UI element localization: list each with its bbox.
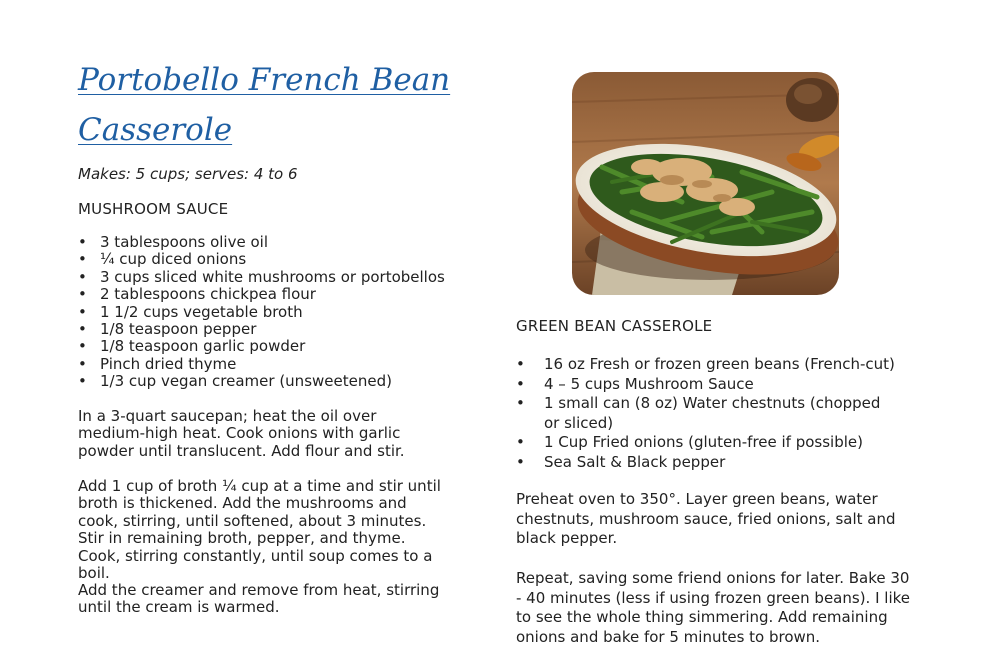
- ingredient-text: 1/3 cup vegan creamer (unsweetened): [100, 372, 392, 391]
- list-item: [516, 433, 896, 453]
- bullet-icon: •: [78, 233, 87, 251]
- bullet-icon: •: [78, 372, 87, 391]
- ingredient-text: 4 – 5 cups Mushroom Sauce: [544, 374, 754, 393]
- mushroom-sauce-ingredient-list: [78, 234, 458, 391]
- bullet-icon: •: [78, 337, 87, 356]
- bullet-icon: •: [78, 285, 87, 304]
- ingredient-text: 1 1/2 cups vegetable broth: [100, 302, 303, 321]
- list-item: [78, 234, 458, 251]
- bullet-icon: •: [78, 302, 87, 321]
- list-item: [78, 321, 458, 338]
- recipe-title: Portobello French Bean Casserole: [78, 62, 451, 148]
- list-item: [516, 394, 896, 433]
- ingredient-text: Pinch dried thyme: [100, 354, 237, 373]
- ingredient-text: 3 tablespoons olive oil: [100, 233, 268, 251]
- list-item: [516, 453, 896, 473]
- ingredient-text: Sea Salt & Black pepper: [544, 452, 726, 471]
- list-item: [78, 269, 458, 286]
- bullet-icon: •: [516, 374, 525, 393]
- bullet-icon: •: [78, 267, 87, 286]
- list-item: [78, 338, 458, 355]
- bullet-icon: •: [516, 452, 525, 471]
- green-bean-casserole-ingredient-list: [516, 355, 896, 472]
- bullet-icon: •: [516, 394, 525, 412]
- list-item: [516, 355, 896, 375]
- list-item: [78, 356, 458, 373]
- bullet-icon: •: [78, 250, 87, 269]
- list-item: [78, 251, 458, 268]
- mushroom-sauce-step-3: Add the creamer and remove from heat, stirring until the cream is warmed.: [78, 581, 440, 617]
- ingredient-text: 3 cups sliced white mushrooms or portobellos: [100, 267, 445, 286]
- casserole-photo: [572, 72, 839, 295]
- casserole-step-2: Repeat, saving some friend onions for later. Bake 30 - 40 minutes (less if using frozen green beans). I like to see the whole thing simmering. Add remaining onions and bake for 5 minutes to brown.: [516, 569, 910, 646]
- servings-note: Makes: 5 cups; serves: 4 to 6: [78, 165, 298, 183]
- bullet-icon: •: [78, 320, 87, 339]
- ingredient-text: 1 Cup Fried onions (gluten-free if possible): [544, 433, 863, 451]
- ingredient-text: 2 tablespoons chickpea flour: [100, 285, 316, 304]
- ingredient-text: 1/8 teaspoon pepper: [100, 320, 257, 339]
- ingredient-text: 1 small can (8 oz) Water chestnuts (chopped or sliced): [544, 394, 881, 432]
- bullet-icon: •: [78, 354, 87, 373]
- list-item: [78, 304, 458, 321]
- ingredient-text: 16 oz Fresh or frozen green beans (French-cut): [544, 355, 895, 373]
- list-item: [78, 373, 458, 390]
- bullet-icon: •: [516, 433, 525, 451]
- bullet-icon: •: [516, 355, 525, 373]
- casserole-step-1: Preheat oven to 350°. Layer green beans, water chestnuts, mushroom sauce, fried onions, salt and black pepper.: [516, 490, 896, 547]
- mushroom-sauce-heading: MUSHROOM SAUCE: [78, 200, 229, 218]
- green-bean-casserole-heading: GREEN BEAN CASSEROLE: [516, 317, 713, 335]
- mushroom-sauce-step-1: In a 3-quart saucepan; heat the oil over medium-high heat. Cook onions with garlic powder until translucent. Add flour and stir.: [78, 407, 405, 460]
- ingredient-text: ¼ cup diced onions: [100, 250, 247, 269]
- mushroom-sauce-step-2: Add 1 cup of broth ¼ cup at a time and stir until broth is thickened. Add the mushrooms and cook, stirring, until softened, about 3 minutes. Stir in remaining broth, pepper, and thyme. Cook, stirring constantly, until soup comes to a boil.: [78, 477, 441, 583]
- list-item: [516, 375, 896, 395]
- list-item: [78, 286, 458, 303]
- ingredient-text: 1/8 teaspoon garlic powder: [100, 337, 306, 356]
